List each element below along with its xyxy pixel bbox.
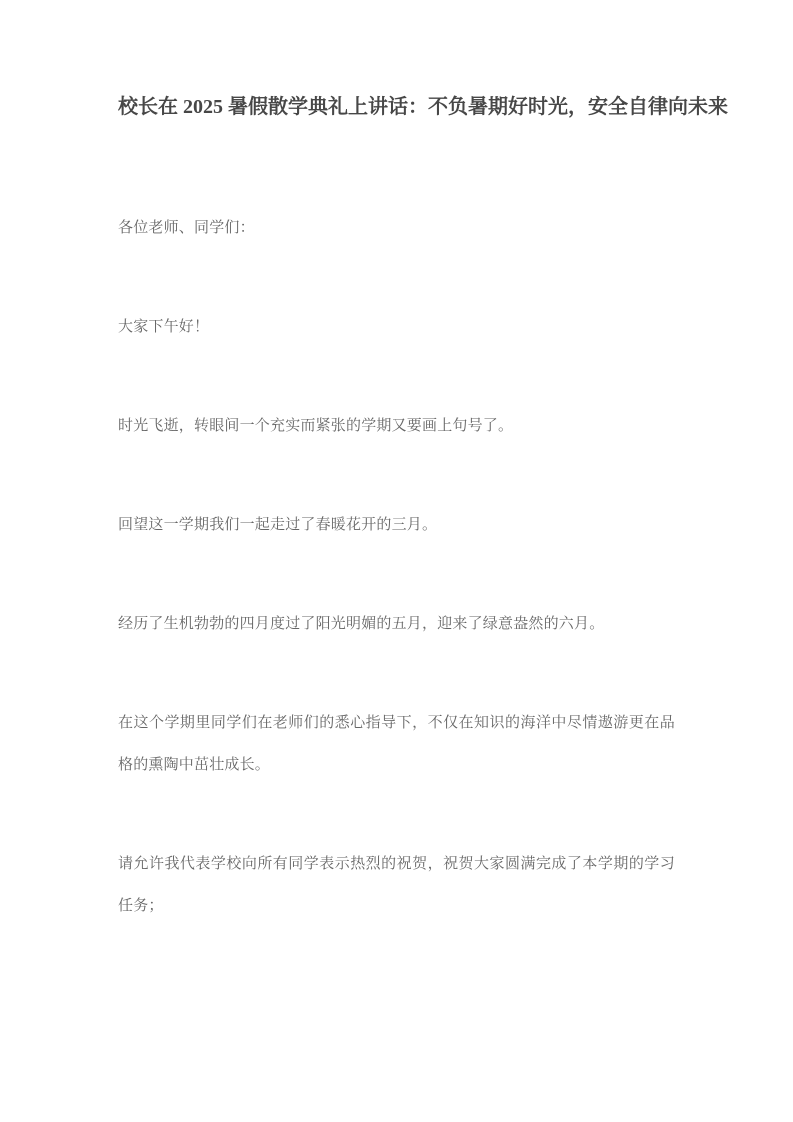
document-title: 校长在 2025 暑假散学典礼上讲话：不负暑期好时光，安全自律向未来 — [118, 96, 728, 118]
paragraph: 回望这一学期我们一起走过了春暖花开的三月。 — [118, 516, 438, 533]
paragraph-greeting: 大家下午好！ — [118, 318, 210, 335]
paragraph: 经历了生机勃勃的四月度过了阳光明媚的五月，迎来了绿意盎然的六月。 — [118, 615, 605, 632]
paragraph: 请允许我代表学校向所有同学表示热烈的祝贺，祝贺大家圆满完成了本学期的学习任务； — [118, 855, 675, 914]
paragraph: 时光飞逝，转眼间一个充实而紧张的学期又要画上句号了。 — [118, 417, 514, 434]
paragraph-salutation: 各位老师、同学们： — [118, 219, 255, 236]
paragraph: 在这个学期里同学们在老师们的悉心指导下，不仅在知识的海洋中尽情遨游更在品格的熏陶中茁壮成长。 — [118, 714, 675, 773]
document-body — [118, 207, 675, 927]
